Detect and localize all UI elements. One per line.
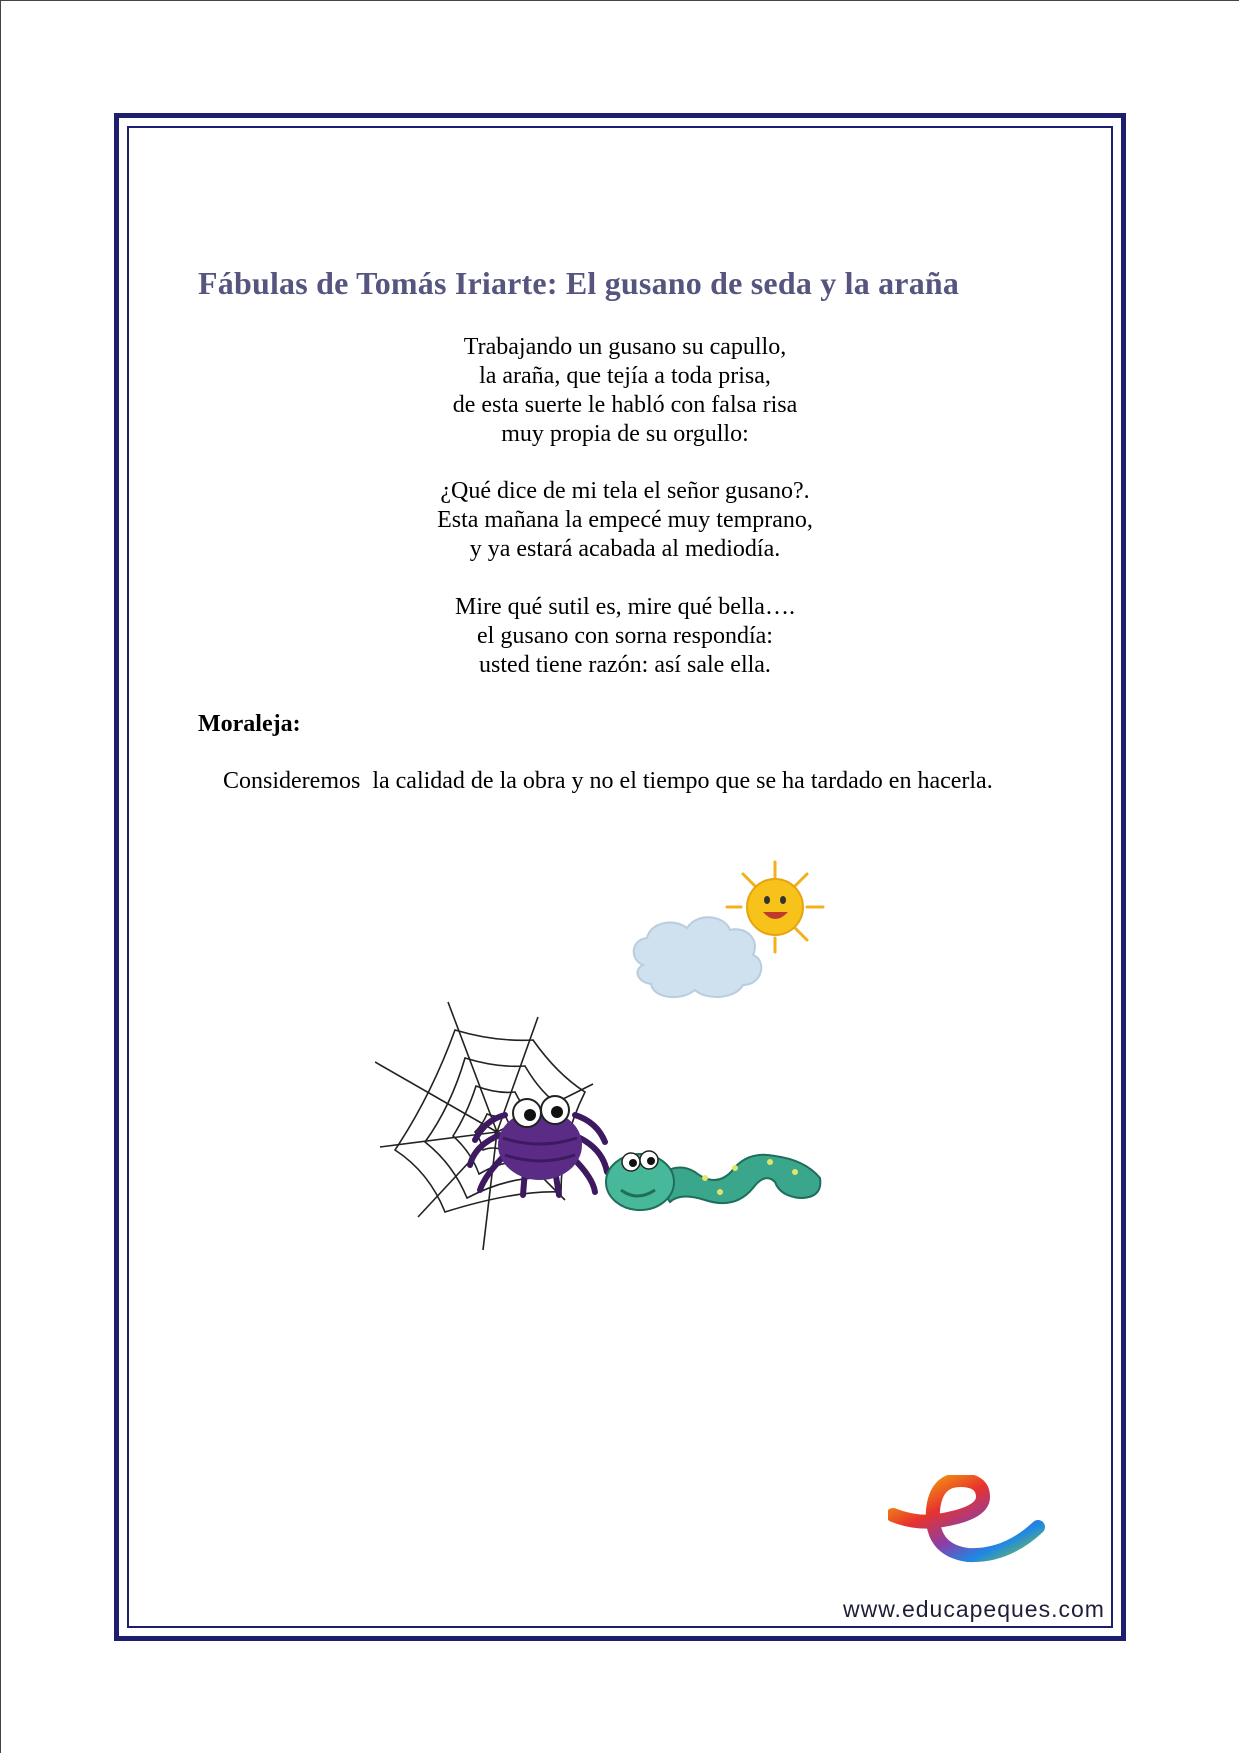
verse-line: y ya estará acabada al mediodía. bbox=[469, 536, 781, 562]
moral-text: Consideremos la calidad de la obra y no el tiempo que se ha tardado en hacerla. bbox=[223, 768, 993, 794]
verse-line: usted tiene razón: así sale ella. bbox=[479, 652, 771, 678]
verse-line: Trabajando un gusano su capullo, bbox=[463, 334, 787, 360]
cloud-icon bbox=[634, 917, 762, 997]
verse-line: ¿Qué dice de mi tela el señor gusano?. bbox=[440, 478, 810, 504]
moral-label: Moraleja: bbox=[198, 711, 301, 737]
stanza-1 bbox=[300, 333, 950, 449]
verse-line: Mire qué sutil es, mire qué bella…. bbox=[455, 594, 795, 620]
verse-line: la araña, que tejía a toda prisa, bbox=[479, 363, 771, 389]
website-url[interactable]: www.educapeques.com bbox=[843, 1596, 1105, 1622]
fable-title: Fábulas de Tomás Iriarte: El gusano de seda y la araña bbox=[198, 265, 960, 301]
verse-line: Esta mañana la empecé muy temprano, bbox=[437, 507, 813, 533]
worm-icon bbox=[606, 1151, 820, 1210]
verse-line: de esta suerte le habló con falsa risa bbox=[452, 392, 798, 418]
stanza-2 bbox=[300, 477, 950, 564]
illustration bbox=[375, 860, 835, 1260]
educapeques-logo-icon bbox=[888, 1475, 1058, 1585]
verse-line: el gusano con sorna respondía: bbox=[477, 623, 773, 649]
verse-line: muy propia de su orgullo: bbox=[501, 421, 749, 447]
stanza-3 bbox=[300, 593, 950, 680]
